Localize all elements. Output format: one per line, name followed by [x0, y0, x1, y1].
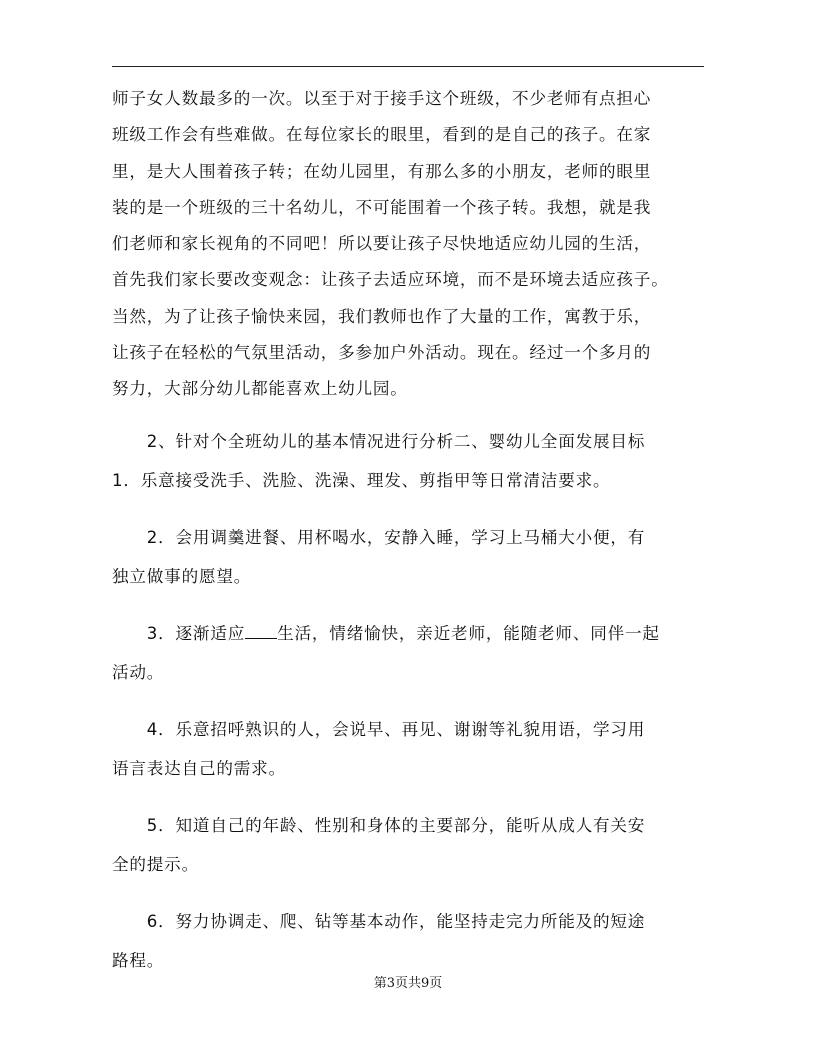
goal-2 — [112, 528, 704, 587]
text-line: 6．努力协调走、爬、钻等基本动作，能坚持走完力所能及的短途 — [112, 912, 646, 932]
text-line: 们老师和家长视角的不同吧！所以要让孩子尽快地适应幼儿园的生活， — [112, 234, 652, 254]
goal-6 — [112, 912, 704, 971]
text-line: 师子女人数最多的一次。以至于对于接手这个班级，不少老师有点担心 — [112, 89, 652, 108]
text-line: 活动。 — [112, 663, 165, 683]
goal-3 — [112, 624, 704, 683]
text-line: 4．乐意招呼熟识的人，会说早、再见、谢谢等礼貌用语，学习用 — [112, 720, 646, 740]
text-line: 装的是一个班级的三十名幼儿，不可能围着一个孩子转。我想，就是我 — [112, 197, 652, 217]
text-line: 努力，大部分幼儿都能喜欢上幼儿园。 — [112, 379, 408, 399]
goal-5 — [112, 816, 704, 875]
goal-3-before: 3．逐渐适应 — [112, 624, 246, 644]
text-line — [112, 624, 704, 644]
text-line: 全的提示。 — [112, 855, 199, 875]
text-line: 独立做事的愿望。 — [112, 567, 252, 587]
text-line: 里，是大人围着孩子转；在幼儿园里，有那么多的小朋友，老师的眼里 — [112, 161, 652, 181]
goal-3-after: 生活，情绪愉快，亲近老师，能随老师、同伴一起 — [277, 624, 660, 644]
section-line: 2、针对个全班幼儿的基本情况进行分析二、婴幼儿全面发展目标 — [112, 432, 646, 452]
text-line: 路程。 — [112, 951, 165, 971]
fill-in-blank — [245, 624, 277, 639]
header-rule — [112, 66, 704, 67]
goal-4 — [112, 720, 704, 779]
body-text — [112, 89, 704, 971]
text-line: 当然，为了让孩子愉快来园，我们教师也作了大量的工作，寓教于乐， — [112, 306, 652, 326]
text-line: 2．会用调羹进餐、用杯喝水，安静入睡，学习上马桶大小便，有 — [112, 528, 646, 548]
text-line: 5．知道自己的年龄、性别和身体的主要部分，能听从成人有关安 — [112, 816, 646, 836]
paragraph-1 — [112, 89, 704, 399]
text-line: 让孩子在轻松的气氛里活动，多参加户外活动。现在。经过一个多月的 — [112, 343, 652, 363]
text-line: 班级工作会有些难做。在每位家长的眼里，看到的是自己的孩子。在家 — [112, 125, 652, 145]
goal-1: 1．乐意接受洗手、洗脸、洗澡、理发、剪指甲等日常清洁要求。 — [112, 471, 611, 491]
page-footer: 第3页共9页 — [373, 976, 443, 991]
text-line: 语言表达自己的需求。 — [112, 759, 286, 779]
text-line: 首先我们家长要改变观念：让孩子去适应环境，而不是环境去适应孩子。 — [112, 270, 669, 290]
